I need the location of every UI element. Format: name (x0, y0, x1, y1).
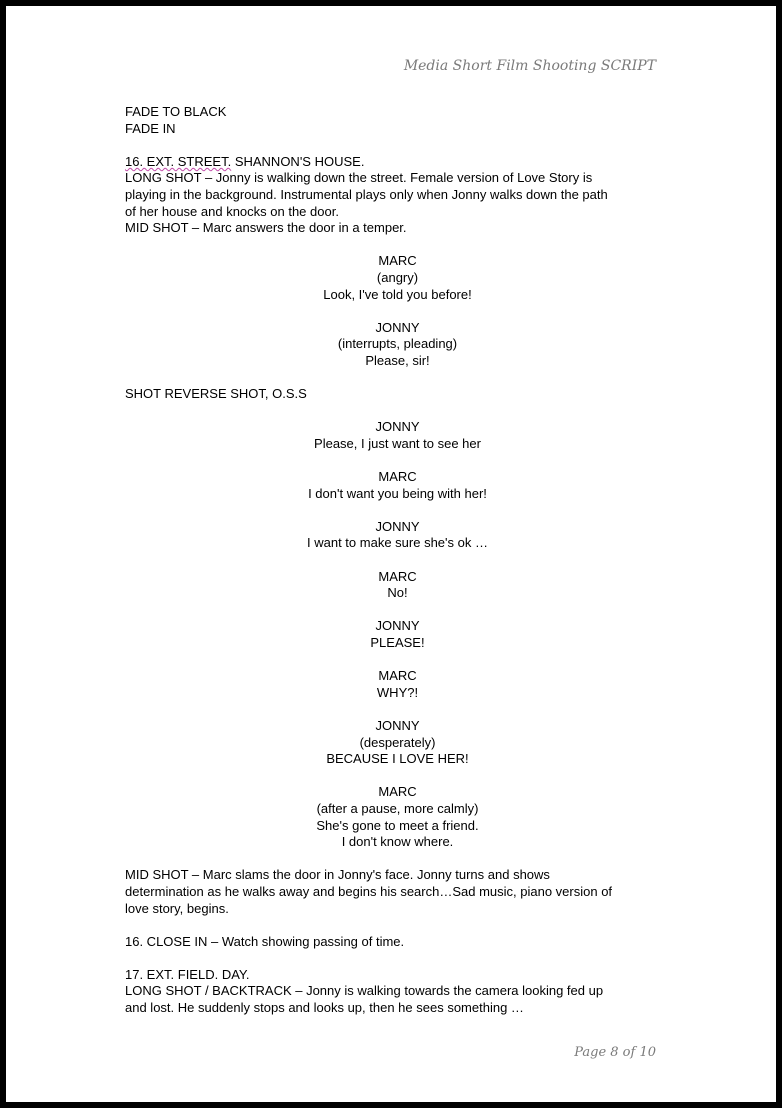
transition-fade-in: FADE IN (125, 120, 176, 136)
shot-direction: SHOT REVERSE SHOT, O.S.S (125, 386, 307, 402)
dialogue: No! (387, 585, 408, 601)
dialogue: WHY?! (376, 684, 419, 700)
transition-fade-black: FADE TO BLACK (125, 104, 227, 119)
scene-16-number: 16. EXT. STREET. (125, 153, 232, 169)
character-name: MARC (378, 469, 417, 485)
dialogue: She's gone to meet a friend. (316, 817, 479, 833)
parenthetical: (interrupts, pleading) (337, 336, 458, 352)
character-name: MARC (378, 784, 417, 800)
character-name: JONNY (375, 419, 420, 435)
action-line: MID SHOT – Marc answers the door in a temper. (125, 220, 407, 236)
character-name: JONNY (375, 717, 420, 733)
character-name: JONNY (375, 319, 420, 335)
dialogue: Please, sir! (365, 352, 430, 368)
scene-16-location: SHANNON'S HOUSE. (231, 153, 365, 169)
shot-direction: 16. CLOSE IN – Watch showing passing of time. (125, 933, 405, 949)
action-line: and lost. He suddenly stops and looks up, then he sees something … (125, 1000, 524, 1016)
action-line: LONG SHOT / BACKTRACK – Jonny is walking towards the camera looking fed up (125, 983, 604, 999)
dialogue: I want to make sure she's ok … (307, 535, 488, 551)
character-name: MARC (378, 668, 417, 684)
dialogue: BECAUSE I LOVE HER! (326, 751, 469, 767)
character-name: MARC (378, 568, 417, 584)
character-name: MARC (378, 253, 417, 269)
character-name: JONNY (375, 518, 420, 534)
dialogue: PLEASE! (370, 635, 425, 650)
parenthetical: (after a pause, more calmly) (316, 800, 479, 816)
dialogue: Look, I've told you before! (323, 286, 472, 302)
action-line: of her house and knocks on the door. (125, 203, 339, 219)
scene-16-heading (125, 154, 670, 171)
page-header: Media Short Film Shooting SCRIPT (403, 58, 656, 74)
dialogue: I don't want you being with her! (308, 485, 487, 501)
action-line: determination as he walks away and begins his search…Sad music, piano version of (125, 883, 613, 899)
script-body (125, 104, 670, 1017)
parenthetical: (desperately) (359, 734, 436, 750)
scene-17-heading: 17. EXT. FIELD. DAY. (125, 966, 250, 982)
parenthetical: (angry) (376, 269, 419, 285)
action-line: LONG SHOT – Jonny is walking down the street. Female version of Love Story is (125, 170, 593, 186)
action-line: playing in the background. Instrumental plays only when Jonny walks down the path (125, 186, 608, 202)
action-line: MID SHOT – Marc slams the door in Jonny's face. Jonny turns and shows (125, 867, 550, 883)
action-line: love story, begins. (125, 900, 229, 916)
dialogue: I don't know where. (341, 834, 454, 850)
page-number: Page 8 of 10 (574, 1045, 656, 1060)
dialogue: Please, I just want to see her (314, 435, 481, 451)
character-name: JONNY (375, 618, 420, 634)
